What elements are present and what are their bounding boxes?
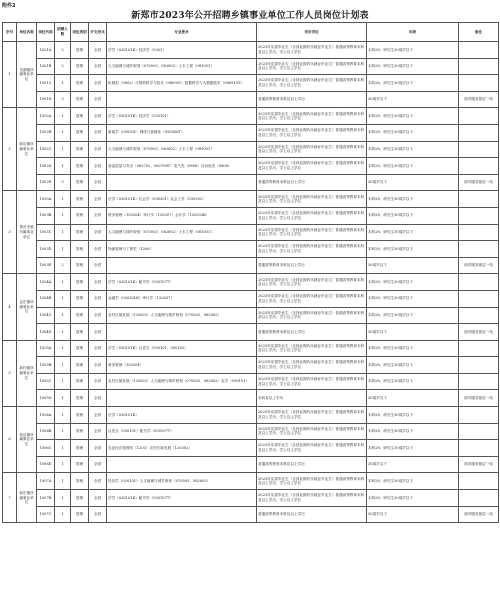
table-row — [3, 324, 499, 341]
remark-cell: 面对服务基层一线 — [459, 324, 499, 341]
header-cell: 年龄 — [367, 23, 459, 42]
funding-type-cell: 全供 — [89, 490, 107, 507]
attachment-label: 附件2 — [2, 3, 16, 9]
funding-type-cell: 全供 — [89, 390, 107, 407]
education-cell: 本科及以上学历 — [257, 390, 367, 407]
funding-type-cell: 全供 — [89, 440, 107, 457]
hire-count-cell: 1 — [55, 407, 71, 424]
position-type-cell: 管理 — [71, 357, 89, 374]
hire-count-cell: 1 — [55, 290, 71, 307]
major-requirement-cell — [107, 456, 257, 473]
table-row — [3, 407, 499, 424]
position-code-cell: 1006C — [37, 440, 55, 457]
position-type-cell: 管理 — [71, 75, 89, 92]
remark-cell: 面对服务基层一线 — [459, 91, 499, 108]
position-type-cell: 管理 — [71, 91, 89, 108]
position-type-cell: 管理 — [71, 407, 89, 424]
remark-cell — [459, 340, 499, 357]
remark-cell — [459, 274, 499, 291]
age-cell: 本科28，研究生30周岁以下 — [367, 191, 459, 208]
remark-cell: 面对服务基层一线 — [459, 506, 499, 523]
funding-type-cell: 全供 — [89, 473, 107, 490]
funding-type-cell: 全供 — [89, 141, 107, 158]
position-code-cell: 1005B — [37, 357, 55, 374]
funding-type-cell: 全供 — [89, 91, 107, 108]
table-row — [3, 274, 499, 291]
age-cell: 本科28，研究生30周岁以下 — [367, 340, 459, 357]
table-row — [3, 241, 499, 258]
funding-type-cell: 全供 — [89, 456, 107, 473]
remark-cell — [459, 207, 499, 224]
major-requirement-cell: 法学（030101K）汉语言（050101、050102） — [107, 340, 257, 357]
table-row — [3, 124, 499, 141]
hire-count-cell: 1 — [55, 158, 71, 175]
table-header-row — [3, 23, 499, 42]
funding-type-cell: 全供 — [89, 158, 107, 175]
position-type-cell: 管理 — [71, 456, 89, 473]
education-cell: 2023年应届毕业生（含择业期内未就业毕业生）普通高等教育本科及以上学历，学士以上学位 — [257, 141, 367, 158]
education-cell: 2023年应届毕业生（含择业期内未就业毕业生）普通高等教育本科及以上学历，学士以上学位 — [257, 423, 367, 440]
hire-count-cell: 1 — [55, 108, 71, 125]
position-code-cell: 1007A — [37, 473, 55, 490]
table-row — [3, 423, 499, 440]
hire-count-cell: 1 — [55, 506, 71, 523]
position-type-cell: 管理 — [71, 506, 89, 523]
education-cell: 2023年应届毕业生（含择业期内未就业毕业生）普通高等教育本科及以上学历，学士以上学位 — [257, 58, 367, 75]
table-row — [3, 75, 499, 92]
hire-count-cell: 1 — [55, 440, 71, 457]
hire-count-cell: 1 — [55, 191, 71, 208]
funding-type-cell: 全供 — [89, 357, 107, 374]
table-body — [3, 42, 499, 523]
age-cell: 本科28，研究生30周岁以下 — [367, 373, 459, 390]
funding-type-cell: 全供 — [89, 423, 107, 440]
header-cell: 序号 — [3, 23, 17, 42]
table-row — [3, 357, 499, 374]
education-cell: 2023年应届毕业生（含择业期内未就业毕业生）普通高等教育本科及以上学历，学士以上学位 — [257, 407, 367, 424]
education-cell: 普通高等教育本科及以上学历 — [257, 506, 367, 523]
position-code-cell: 1004A — [37, 274, 55, 291]
position-code-cell: 1002D — [37, 158, 55, 175]
position-type-cell: 管理 — [71, 390, 89, 407]
education-cell: 2023年应届毕业生（含择业期内未就业毕业生）普通高等教育本科及以上学历，学士以上学位 — [257, 108, 367, 125]
funding-type-cell: 全供 — [89, 207, 107, 224]
position-code-cell: 1007C — [37, 506, 55, 523]
age-cell: 本科28，研究生30周岁以下 — [367, 42, 459, 59]
serial-number-cell: 7 — [3, 473, 17, 523]
age-cell: 本科28，研究生30周岁以下 — [367, 274, 459, 291]
hire-count-cell: 1 — [55, 207, 71, 224]
position-type-cell: 管理 — [71, 124, 89, 141]
position-type-cell: 管理 — [71, 473, 89, 490]
remark-cell — [459, 473, 499, 490]
funding-type-cell: 全供 — [89, 75, 107, 92]
page-title: 新郑市2023年公开招聘乡镇事业单位工作人员岗位计划表 — [131, 11, 369, 21]
major-requirement-cell: 物流管理与工程类（1206） — [107, 241, 257, 258]
age-cell: 本科28，研究生30周岁以下 — [367, 473, 459, 490]
table-row — [3, 207, 499, 224]
position-type-cell: 管理 — [71, 58, 89, 75]
remark-cell — [459, 490, 499, 507]
position-code-cell: 1003B — [37, 207, 55, 224]
age-cell: 30周岁以下 — [367, 456, 459, 473]
funding-type-cell: 全供 — [89, 42, 107, 59]
funding-type-cell: 全供 — [89, 340, 107, 357]
table-row — [3, 141, 499, 158]
serial-number-cell: 5 — [3, 340, 17, 406]
hire-count-cell: 1 — [55, 241, 71, 258]
position-code-cell: 1001B — [37, 58, 55, 75]
age-cell: 本科28，研究生30周岁以下 — [367, 407, 459, 424]
education-cell: 2023年应届毕业生（含择业期内未就业毕业生）普通高等教育本科及以上学历，学士以上学位 — [257, 440, 367, 457]
funding-type-cell: 全供 — [89, 257, 107, 274]
hire-count-cell: 2 — [55, 42, 71, 59]
table-row — [3, 257, 499, 274]
major-requirement-cell: 法学（030101K）秘书学（050107T） — [107, 490, 257, 507]
table-row — [3, 191, 499, 208]
major-requirement-cell: 人文地理与城乡规划（070503、082802）土木工程（081001） — [107, 224, 257, 241]
position-code-cell: 1005A — [37, 340, 55, 357]
age-cell: 本科28，研究生30周岁以下 — [367, 108, 459, 125]
position-type-cell: 管理 — [71, 207, 89, 224]
position-code-cell: 1002B — [37, 124, 55, 141]
remark-cell: 面对服务基层一线 — [459, 174, 499, 191]
funding-type-cell: 全供 — [89, 124, 107, 141]
position-type-cell: 管理 — [71, 158, 89, 175]
hire-count-cell: 1 — [55, 307, 71, 324]
table-row — [3, 440, 499, 457]
major-requirement-cell: 经济学（020101）人文地理与城乡规划（070503、082802） — [107, 473, 257, 490]
position-code-cell: 1004D — [37, 324, 55, 341]
position-code-cell: 1003A — [37, 191, 55, 208]
table-row — [3, 340, 499, 357]
hire-count-cell: 1 — [55, 456, 71, 473]
remark-cell — [459, 440, 499, 457]
hire-count-cell: 3 — [55, 174, 71, 191]
header-cell: 学历学位 — [257, 23, 367, 42]
position-type-cell: 管理 — [71, 373, 89, 390]
hire-count-cell: 1 — [55, 274, 71, 291]
table-row — [3, 473, 499, 490]
major-requirement-cell: 农村区域发展（120302）人文地理与城乡规划（070503、082802）农学（090101） — [107, 373, 257, 390]
funding-type-cell: 全供 — [89, 307, 107, 324]
remark-cell: 面对服务基层一线 — [459, 257, 499, 274]
major-requirement-cell: 人文地理与城乡规划（070503、082802）土木工程（081001） — [107, 58, 257, 75]
remark-cell — [459, 241, 499, 258]
position-code-cell: 1001D — [37, 91, 55, 108]
position-type-cell: 管理 — [71, 307, 89, 324]
table-row — [3, 506, 499, 523]
funding-type-cell: 全供 — [89, 241, 107, 258]
age-cell: 本科28，研究生30周岁以下 — [367, 141, 459, 158]
funding-type-cell: 全供 — [89, 191, 107, 208]
table-row — [3, 91, 499, 108]
table-row — [3, 373, 499, 390]
funding-type-cell: 全供 — [89, 174, 107, 191]
table-row — [3, 158, 499, 175]
remark-cell — [459, 373, 499, 390]
position-code-cell: 1006B — [37, 423, 55, 440]
table-row — [3, 58, 499, 75]
age-cell: 本科28，研究生30周岁以下 — [367, 158, 459, 175]
serial-number-cell: 2 — [3, 108, 17, 191]
remark-cell — [459, 423, 499, 440]
unit-name-cell: 孟庄镇所属事业单位 — [17, 274, 37, 340]
position-type-cell: 管理 — [71, 440, 89, 457]
table-row — [3, 224, 499, 241]
unit-name-cell: 龙湖镇所属事业单位 — [17, 42, 37, 108]
education-cell: 2023年应届毕业生（含择业期内未就业毕业生）普通高等教育本科及以上学历，学士以上学位 — [257, 473, 367, 490]
major-requirement-cell: 农村区域发展（120302）人文地理与城乡规划（070503、082802） — [107, 307, 257, 324]
hire-count-cell: 1 — [55, 340, 71, 357]
hire-count-cell: 1 — [55, 423, 71, 440]
positions-table — [2, 22, 499, 523]
major-requirement-cell — [107, 257, 257, 274]
education-cell: 2023年应届毕业生（含择业期内未就业毕业生）普通高等教育本科及以上学历，学士以上学位 — [257, 340, 367, 357]
hire-count-cell: 1 — [55, 75, 71, 92]
education-cell: 2023年应届毕业生（含择业期内未就业毕业生）普通高等教育本科及以上学历，学士以上学位 — [257, 241, 367, 258]
education-cell: 2023年应届毕业生（含择业期内未就业毕业生）普通高等教育本科及以上学历，学士以上学位 — [257, 191, 367, 208]
serial-number-cell: 4 — [3, 274, 17, 340]
major-requirement-cell: 法学（030101K）社会学（030301）社会工作（030302） — [107, 191, 257, 208]
serial-number-cell: 1 — [3, 42, 17, 108]
remark-cell — [459, 141, 499, 158]
age-cell: 本科28，研究生30周岁以下 — [367, 357, 459, 374]
age-cell: 本科28，研究生30周岁以下 — [367, 207, 459, 224]
hire-count-cell: 2 — [55, 257, 71, 274]
education-cell: 2023年应届毕业生（含择业期内未就业毕业生）普通高等教育本科及以上学历，学士以上学位 — [257, 357, 367, 374]
major-requirement-cell: 食品质量与安全（082702、082708T）电气类（0806）自动化类（0808） — [107, 158, 257, 175]
remark-cell — [459, 191, 499, 208]
position-type-cell: 管理 — [71, 241, 89, 258]
major-requirement-cell: 法学（030101K） — [107, 407, 257, 424]
age-cell: 30周岁以下 — [367, 91, 459, 108]
funding-type-cell: 全供 — [89, 290, 107, 307]
remark-cell — [459, 307, 499, 324]
position-type-cell: 管理 — [71, 257, 89, 274]
header-cell: 岗位类别 — [71, 23, 89, 42]
position-code-cell: 1005D — [37, 390, 55, 407]
funding-type-cell: 全供 — [89, 506, 107, 523]
position-type-cell: 管理 — [71, 324, 89, 341]
major-requirement-cell — [107, 390, 257, 407]
age-cell: 本科28，研究生30周岁以下 — [367, 423, 459, 440]
major-requirement-cell: 财务管理（120204）审计学（120207）会计学（120203K） — [107, 207, 257, 224]
position-type-cell: 管理 — [71, 224, 89, 241]
education-cell: 2023年应届毕业生（含择业期内未就业毕业生）普通高等教育本科及以上学历，学士以上学位 — [257, 307, 367, 324]
education-cell: 2023年应届毕业生（含择业期内未就业毕业生）普通高等教育本科及以上学历，学士以上学位 — [257, 490, 367, 507]
position-type-cell: 管理 — [71, 191, 89, 208]
table-row — [3, 42, 499, 59]
remark-cell — [459, 124, 499, 141]
major-requirement-cell — [107, 91, 257, 108]
funding-type-cell: 全供 — [89, 373, 107, 390]
age-cell: 本科28，研究生30周岁以下 — [367, 224, 459, 241]
major-requirement-cell: 财务管理（120204） — [107, 357, 257, 374]
education-cell: 2023年应届毕业生（含择业期内未就业毕业生）普通高等教育本科及以上学历，学士以上学位 — [257, 42, 367, 59]
position-code-cell: 1003C — [37, 224, 55, 241]
age-cell: 30周岁以下 — [367, 506, 459, 523]
funding-type-cell: 全供 — [89, 58, 107, 75]
education-cell: 2023年应届毕业生（含择业期内未就业毕业生）普通高等教育本科及以上学历，学士以上学位 — [257, 75, 367, 92]
remark-cell — [459, 290, 499, 307]
position-code-cell: 1004B — [37, 290, 55, 307]
major-requirement-cell — [107, 174, 257, 191]
funding-type-cell: 全供 — [89, 407, 107, 424]
position-code-cell: 1001A — [37, 42, 55, 59]
education-cell: 2023年应届毕业生（含择业期内未就业毕业生）普通高等教育本科及以上学历，学士以上学位 — [257, 124, 367, 141]
position-code-cell: 1006A — [37, 407, 55, 424]
age-cell: 30周岁以下 — [367, 390, 459, 407]
position-code-cell: 1002E — [37, 174, 55, 191]
table-row — [3, 307, 499, 324]
major-requirement-cell: 新闻学（050301）网络与新媒体（050306T） — [107, 124, 257, 141]
hire-count-cell: 3 — [55, 91, 71, 108]
position-type-cell: 管理 — [71, 340, 89, 357]
position-code-cell: 1003D — [37, 241, 55, 258]
unit-name-cell: 新村镇所属事业单位 — [17, 340, 37, 406]
remark-cell — [459, 108, 499, 125]
header-cell: 备注 — [459, 23, 499, 42]
remark-cell — [459, 357, 499, 374]
major-requirement-cell — [107, 324, 257, 341]
funding-type-cell: 全供 — [89, 274, 107, 291]
position-code-cell: 1002A — [37, 108, 55, 125]
position-type-cell: 管理 — [71, 490, 89, 507]
major-requirement-cell: 法学（030101K）秘书学（050107T） — [107, 274, 257, 291]
remark-cell — [459, 42, 499, 59]
hire-count-cell: 1 — [55, 324, 71, 341]
education-cell: 普通高等教育本科及以上学历 — [257, 91, 367, 108]
header-cell: 岗位代码 — [37, 23, 55, 42]
position-code-cell: 1001C — [37, 75, 55, 92]
major-requirement-cell: 汉语言（050101）秘书学（050107T） — [107, 423, 257, 440]
hire-count-cell: 1 — [55, 490, 71, 507]
age-cell: 30周岁以下 — [367, 174, 459, 191]
major-requirement-cell — [107, 506, 257, 523]
position-type-cell: 管理 — [71, 42, 89, 59]
age-cell: 本科28，研究生30周岁以下 — [367, 124, 459, 141]
hire-count-cell: 1 — [55, 124, 71, 141]
education-cell: 2023年应届毕业生（含择业期内未就业毕业生）普通高等教育本科及以上学历，学士以上学位 — [257, 290, 367, 307]
remark-cell: 面对服务基层一线 — [459, 456, 499, 473]
age-cell: 本科28，研究生30周岁以下 — [367, 490, 459, 507]
remark-cell — [459, 158, 499, 175]
major-requirement-cell: 人文地理与城乡规划（070503、082802）土木工程（081001） — [107, 141, 257, 158]
age-cell: 本科28，研究生30周岁以下 — [367, 58, 459, 75]
table-row — [3, 456, 499, 473]
remark-cell — [459, 75, 499, 92]
position-code-cell: 1004C — [37, 307, 55, 324]
age-cell: 30周岁以下 — [367, 257, 459, 274]
age-cell: 本科28，研究生30周岁以下 — [367, 307, 459, 324]
hire-count-cell: 1 — [55, 473, 71, 490]
unit-name-cell: 郭店镇所属事业单位 — [17, 407, 37, 473]
education-cell: 2023年应届毕业生（含择业期内未就业毕业生）普通高等教育本科及以上学历，学士以上学位 — [257, 373, 367, 390]
remark-cell: 面对服务基层一线 — [459, 390, 499, 407]
major-requirement-cell: 法学（030101K）经济学（0201） — [107, 42, 257, 59]
table-row — [3, 174, 499, 191]
education-cell: 2023年应届毕业生（含择业期内未就业毕业生）普通高等教育本科及以上学历，学士以上学位 — [257, 158, 367, 175]
education-cell: 普通高等教育本科及以上学历 — [257, 174, 367, 191]
serial-number-cell: 3 — [3, 191, 17, 274]
remark-cell — [459, 224, 499, 241]
header-cell: 专业要求 — [107, 23, 257, 42]
age-cell: 本科28，研究生30周岁以下 — [367, 440, 459, 457]
hire-count-cell: 1 — [55, 224, 71, 241]
major-requirement-cell: 法学（030101K）经济学（020101） — [107, 108, 257, 125]
education-cell: 2023年应届毕业生（含择业期内未就业毕业生）普通高等教育本科及以上学历，学士以上学位 — [257, 207, 367, 224]
major-requirement-cell: 金融学（020301K）审计学（120207） — [107, 290, 257, 307]
position-type-cell: 管理 — [71, 423, 89, 440]
position-code-cell: 1005C — [37, 373, 55, 390]
hire-count-cell: 1 — [55, 373, 71, 390]
education-cell: 普通高等教育本科及以上学历 — [257, 324, 367, 341]
position-code-cell: 1007B — [37, 490, 55, 507]
hire-count-cell: 2 — [55, 58, 71, 75]
header-cell: 开支形式 — [89, 23, 107, 42]
funding-type-cell: 全供 — [89, 224, 107, 241]
position-type-cell: 管理 — [71, 290, 89, 307]
serial-number-cell: 6 — [3, 407, 17, 473]
table-row — [3, 390, 499, 407]
position-code-cell: 1003E — [37, 257, 55, 274]
table-row — [3, 290, 499, 307]
header-cell: 招聘人数 — [55, 23, 71, 42]
education-cell: 2023年应届毕业生（含择业期内未就业毕业生）普通高等教育本科及以上学历，学士以上学位 — [257, 274, 367, 291]
hire-count-cell: 1 — [55, 390, 71, 407]
position-type-cell: 管理 — [71, 108, 89, 125]
age-cell: 30周岁以下 — [367, 324, 459, 341]
header-cell: 单位名称 — [17, 23, 37, 42]
position-code-cell: 1006D — [37, 456, 55, 473]
position-code-cell: 1002C — [37, 141, 55, 158]
remark-cell — [459, 58, 499, 75]
hire-count-cell: 1 — [55, 357, 71, 374]
major-requirement-cell: 机械类（0802）计算机科学与技术（080901）数据科学与大数据技术（080910T） — [107, 75, 257, 92]
age-cell: 本科28，研究生30周岁以下 — [367, 75, 459, 92]
funding-type-cell: 全供 — [89, 108, 107, 125]
position-type-cell: 管理 — [71, 141, 89, 158]
position-type-cell: 管理 — [71, 174, 89, 191]
unit-name-cell: 和庄镇所属事业单位 — [17, 473, 37, 523]
unit-name-cell: 观音寺镇所属事业单位 — [17, 191, 37, 274]
age-cell: 本科28，研究生30周岁以下 — [367, 241, 459, 258]
position-type-cell: 管理 — [71, 274, 89, 291]
table-row — [3, 108, 499, 125]
education-cell: 普通高等教育本科及以上学历 — [257, 456, 367, 473]
unit-name-cell: 薛店镇所属事业单位 — [17, 108, 37, 191]
table-row — [3, 490, 499, 507]
hire-count-cell: 1 — [55, 141, 71, 158]
remark-cell — [459, 407, 499, 424]
funding-type-cell: 全供 — [89, 324, 107, 341]
age-cell: 本科28，研究生30周岁以下 — [367, 290, 459, 307]
education-cell: 2023年应届毕业生（含择业期内未就业毕业生）普通高等教育本科及以上学历，学士以上学位 — [257, 224, 367, 241]
major-requirement-cell: 农业经济管理类（1203）农村区域发展（120302） — [107, 440, 257, 457]
education-cell: 普通高等教育本科及以上学历 — [257, 257, 367, 274]
